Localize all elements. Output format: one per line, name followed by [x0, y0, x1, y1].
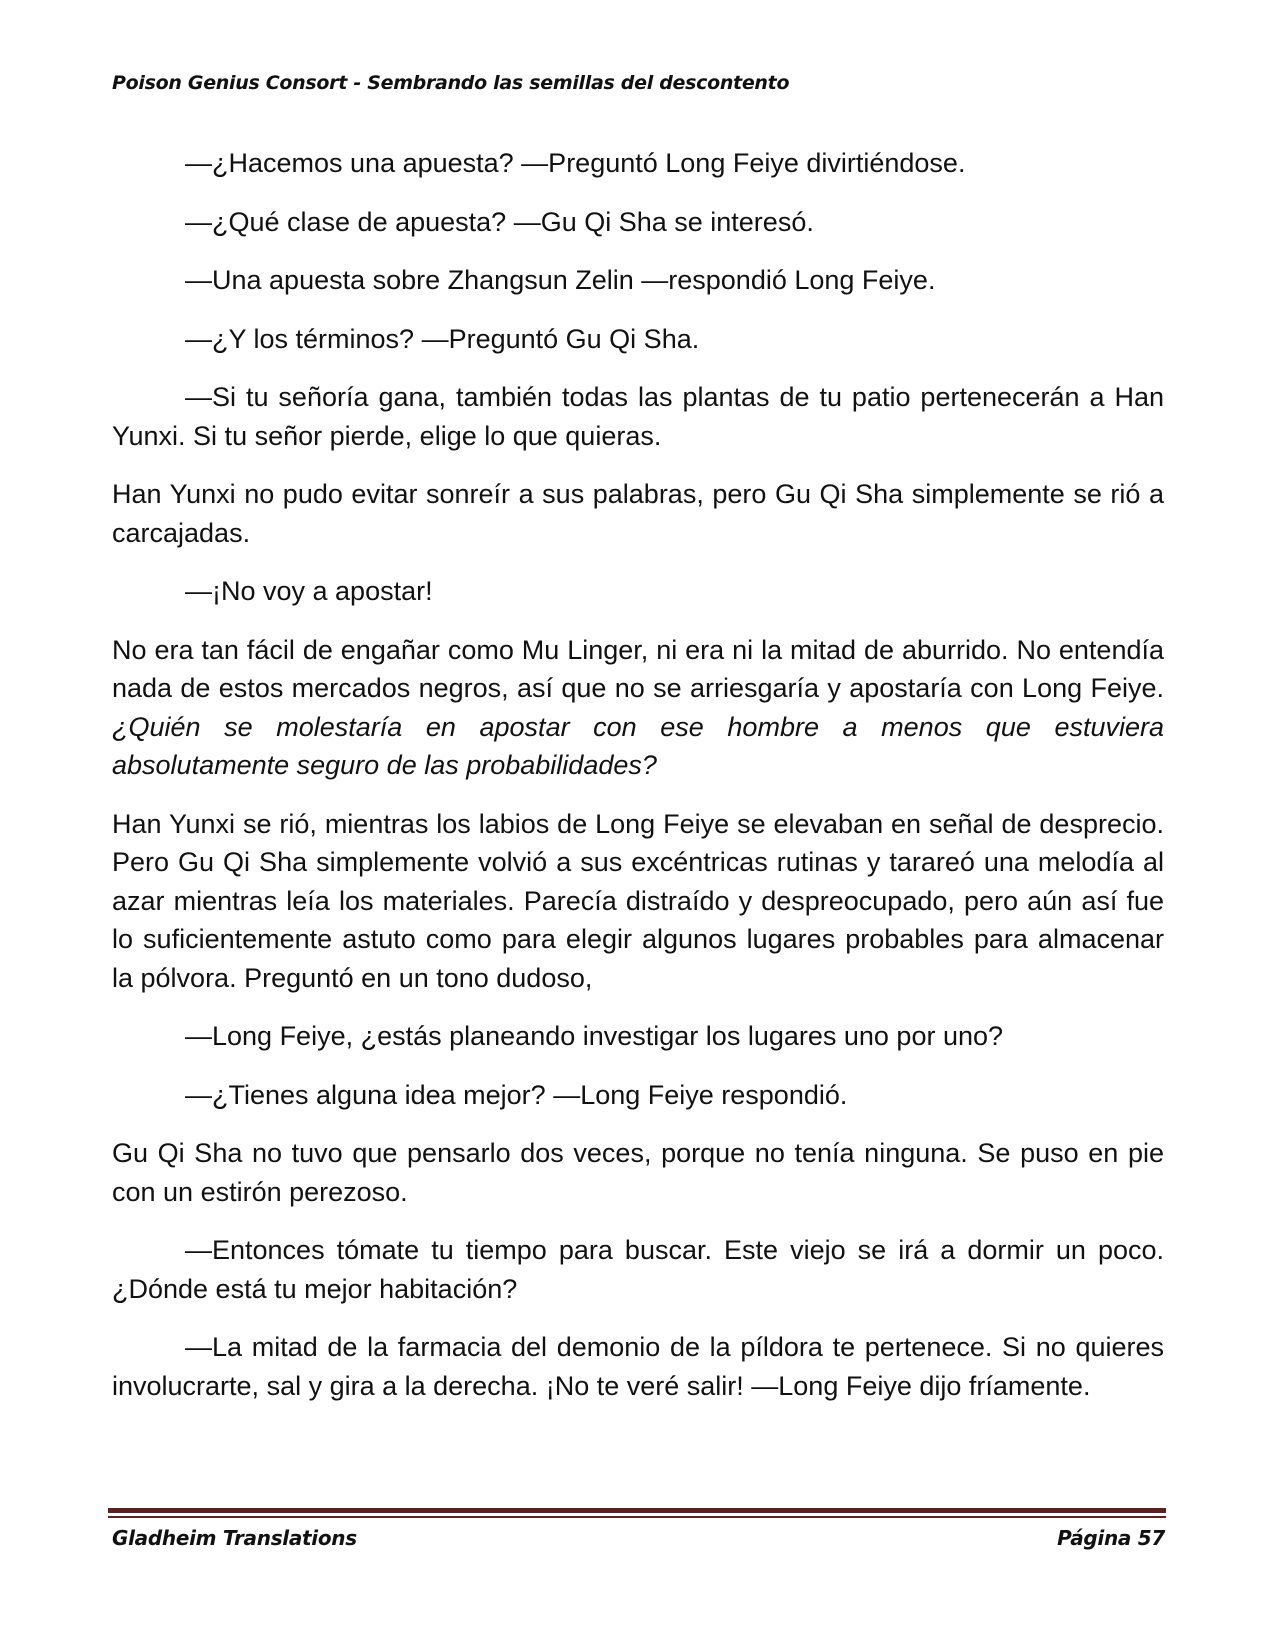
- footer-page-number: Página 57: [1057, 1526, 1165, 1550]
- narration-paragraph: [112, 631, 1164, 785]
- narration-paragraph: Gu Qi Sha no tuvo que pensarlo dos veces, porque no tenía ninguna. Se puso en pie con un estirón perezoso.: [112, 1138, 1164, 1207]
- dialogue-paragraph: —La mitad de la farmacia del demonio de la píldora te pertenece. Si no quieres involucrarte, sal y gira a la derecha. ¡No te veré salir! —Long Feiye dijo fríamente.: [112, 1332, 1164, 1401]
- dialogue-paragraph: —¿Tienes alguna idea mejor? —Long Feiye respondió.: [185, 1079, 848, 1110]
- footer-publisher: Gladheim Translations: [112, 1526, 357, 1550]
- footer-divider-thick: [108, 1508, 1166, 1513]
- dialogue-paragraph: —¿Y los términos? —Preguntó Gu Qi Sha.: [185, 323, 700, 354]
- dialogue-paragraph: —Si tu señoría gana, también todas las plantas de tu patio pertenecerán a Han Yunxi. Si tu señor pierde, elige lo que quieras.: [112, 382, 1164, 451]
- footer-divider-thin: [108, 1516, 1166, 1518]
- page-header-title: Poison Genius Consort - Sembrando las semillas del descontento: [112, 72, 790, 94]
- dialogue-paragraph: —¿Qué clase de apuesta? —Gu Qi Sha se interesó.: [185, 206, 814, 237]
- italic-thought: ¿Quién se molestaría en apostar con ese hombre a menos que estuviera absolutamente seguro de las probabilidades?: [112, 711, 1164, 780]
- narration-text: No era tan fácil de engañar como Mu Linger, ni era ni la mitad de aburrido. No entendía nada de estos mercados negros, así que no se arriesgaría y apostaría con Long Feiye.: [112, 634, 1164, 703]
- dialogue-paragraph: —¿Hacemos una apuesta? —Preguntó Long Feiye divirtiéndose.: [185, 148, 966, 178]
- document-body: [112, 144, 1164, 1425]
- narration-paragraph: Han Yunxi se rió, mientras los labios de Long Feiye se elevaban en señal de desprecio. Pero Gu Qi Sha simplemente volvió a sus excéntricas rutinas y tarareó una melodía al azar mientras leía los materiales. Parecía distraído y despreocupado, pero aún así fue lo suficientemente astuto como para elegir algunos lugares probables para almacenar la pólvora. Preguntó en un tono dudoso,: [112, 808, 1164, 993]
- dialogue-paragraph: —Long Feiye, ¿estás planeando investigar los lugares uno por uno?: [185, 1021, 1004, 1051]
- dialogue-paragraph: —Una apuesta sobre Zhangsun Zelin —respondió Long Feiye.: [185, 265, 936, 295]
- dialogue-paragraph: —¡No voy a apostar!: [185, 576, 433, 606]
- narration-paragraph: Han Yunxi no pudo evitar sonreír a sus palabras, pero Gu Qi Sha simplemente se rió a carcajadas.: [112, 479, 1164, 548]
- dialogue-paragraph: —Entonces tómate tu tiempo para buscar. Este viejo se irá a dormir un poco. ¿Dónde está tu mejor habitación?: [112, 1235, 1164, 1304]
